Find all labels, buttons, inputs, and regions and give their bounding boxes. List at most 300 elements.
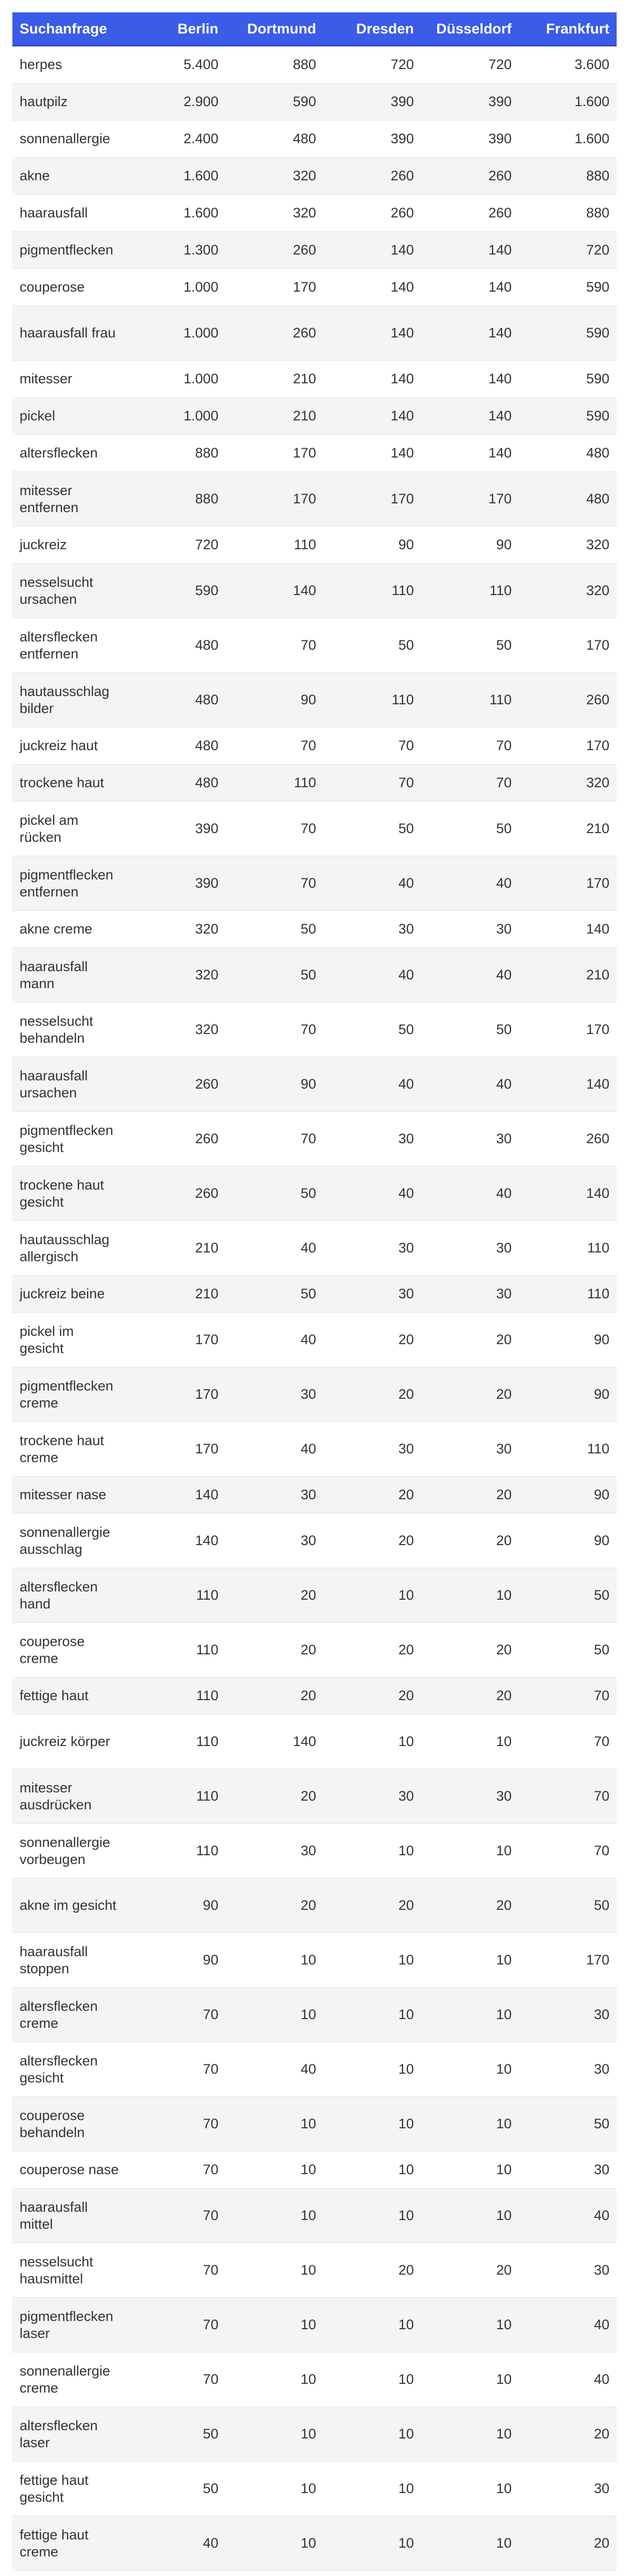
value-cell: 390 (323, 83, 421, 121)
value-cell: 90 (421, 527, 519, 564)
value-cell: 50 (421, 618, 519, 673)
query-cell: haarausfall ursachen (12, 1057, 128, 1112)
value-cell: 1.600 (519, 83, 617, 121)
table-row (12, 306, 617, 361)
query-cell: altersflecken laser (12, 2407, 128, 2462)
value-cell: 590 (519, 361, 617, 398)
value-cell: 10 (323, 2407, 421, 2462)
value-cell (128, 2571, 226, 2576)
table-row (12, 2189, 617, 2243)
value-cell: 30 (519, 2042, 617, 2097)
table-row (12, 564, 617, 618)
value-cell: 320 (519, 564, 617, 618)
table-row (12, 1477, 617, 1514)
query-cell (12, 2571, 128, 2576)
value-cell: 10 (421, 1988, 519, 2042)
query-cell: fettige haut creme (12, 2516, 128, 2571)
query-cell: juckreiz haut (12, 727, 128, 765)
value-cell: 20 (226, 1568, 324, 1623)
value-cell: 70 (226, 618, 324, 673)
value-cell: 2.400 (128, 121, 226, 158)
query-cell: juckreiz körper (12, 1715, 128, 1769)
value-cell: 320 (226, 158, 324, 195)
value-cell: 10 (421, 2151, 519, 2189)
value-cell: 1.000 (128, 398, 226, 435)
query-cell: haarausfall (12, 195, 128, 232)
query-cell: couperose behandeln (12, 2097, 128, 2151)
value-cell: 10 (421, 1824, 519, 1878)
column-header[interactable]: Berlin (128, 12, 226, 46)
value-cell: 390 (421, 121, 519, 158)
value-cell: 140 (519, 911, 617, 948)
value-cell: 40 (323, 1166, 421, 1221)
query-cell: pickel im gesicht (12, 1313, 128, 1367)
value-cell: 20 (226, 1878, 324, 1933)
value-cell: 20 (421, 2243, 519, 2298)
table-row (12, 361, 617, 398)
value-cell: 10 (226, 2097, 324, 2151)
value-cell: 30 (421, 1112, 519, 1166)
value-cell: 70 (519, 1769, 617, 1824)
value-cell: 170 (323, 472, 421, 527)
query-cell: akne im gesicht (12, 1878, 128, 1933)
value-cell: 1.000 (128, 361, 226, 398)
value-cell: 110 (421, 673, 519, 727)
value-cell: 1.600 (128, 158, 226, 195)
value-cell: 170 (128, 1367, 226, 1422)
value-cell: 170 (128, 1313, 226, 1367)
column-header[interactable]: Suchanfrage (12, 12, 128, 46)
table-row (12, 2352, 617, 2407)
table-row (12, 527, 617, 564)
value-cell: 40 (128, 2516, 226, 2571)
value-cell: 10 (323, 2298, 421, 2352)
value-cell: 140 (323, 269, 421, 306)
query-cell: haarausfall mittel (12, 2189, 128, 2243)
value-cell: 140 (421, 306, 519, 361)
value-cell: 170 (226, 472, 324, 527)
value-cell: 30 (323, 1112, 421, 1166)
table-row (12, 618, 617, 673)
value-cell: 210 (128, 1276, 226, 1313)
query-cell: altersflecken hand (12, 1568, 128, 1623)
value-cell: 110 (128, 1824, 226, 1878)
value-cell (421, 2571, 519, 2576)
column-header[interactable]: Frankfurt (519, 12, 617, 46)
value-cell: 720 (128, 527, 226, 564)
table-row (12, 1677, 617, 1715)
value-cell: 30 (519, 2151, 617, 2189)
header-row (12, 12, 617, 46)
value-cell: 480 (128, 727, 226, 765)
value-cell: 70 (128, 1988, 226, 2042)
value-cell: 10 (421, 2462, 519, 2516)
value-cell: 10 (226, 2516, 324, 2571)
query-cell: pigmentflecken laser (12, 2298, 128, 2352)
value-cell: 50 (421, 1003, 519, 1057)
value-cell: 390 (323, 121, 421, 158)
query-cell: haarausfall mann (12, 948, 128, 1003)
query-cell: pigmentflecken entfernen (12, 856, 128, 911)
value-cell: 30 (421, 1769, 519, 1824)
value-cell: 70 (226, 802, 324, 856)
value-cell: 30 (519, 2462, 617, 2516)
value-cell: 1.000 (128, 306, 226, 361)
table-row (12, 2407, 617, 2462)
value-cell: 390 (421, 83, 519, 121)
query-cell: juckreiz (12, 527, 128, 564)
value-cell: 140 (421, 269, 519, 306)
value-cell: 20 (323, 1477, 421, 1514)
table-row (12, 673, 617, 727)
query-cell: couperose nase (12, 2151, 128, 2189)
table-row (12, 2462, 617, 2516)
value-cell: 260 (421, 158, 519, 195)
table-row (12, 2516, 617, 2571)
table-row (12, 856, 617, 911)
table-row (12, 2097, 617, 2151)
table-row (12, 1878, 617, 1933)
value-cell: 10 (226, 1988, 324, 2042)
value-cell: 170 (519, 618, 617, 673)
value-cell: 30 (226, 1824, 324, 1878)
query-cell: hautausschlag allergisch (12, 1221, 128, 1276)
value-cell: 880 (128, 472, 226, 527)
value-cell: 140 (226, 564, 324, 618)
query-cell: couperose (12, 269, 128, 306)
value-cell: 320 (519, 527, 617, 564)
value-cell: 10 (421, 2352, 519, 2407)
value-cell: 170 (226, 269, 324, 306)
value-cell: 70 (323, 727, 421, 765)
value-cell: 40 (226, 1221, 324, 1276)
table-row (12, 121, 617, 158)
value-cell: 10 (421, 2407, 519, 2462)
value-cell: 40 (226, 2042, 324, 2097)
value-cell: 50 (323, 618, 421, 673)
table-row (12, 802, 617, 856)
table-row (12, 765, 617, 802)
value-cell (323, 2571, 421, 2576)
value-cell: 40 (519, 2189, 617, 2243)
value-cell (519, 2571, 617, 2576)
value-cell: 10 (323, 1933, 421, 1988)
value-cell: 90 (519, 1367, 617, 1422)
query-cell: haarausfall stoppen (12, 1933, 128, 1988)
table-row (12, 472, 617, 527)
table-row (12, 1568, 617, 1623)
query-cell: altersflecken entfernen (12, 618, 128, 673)
value-cell: 30 (421, 911, 519, 948)
value-cell: 590 (519, 269, 617, 306)
table-row (12, 727, 617, 765)
value-cell (226, 2571, 324, 2576)
value-cell: 70 (323, 765, 421, 802)
value-cell: 20 (323, 1623, 421, 1677)
value-cell: 1.300 (128, 232, 226, 269)
query-cell: akne (12, 158, 128, 195)
value-cell: 10 (226, 2462, 324, 2516)
value-cell: 20 (226, 1677, 324, 1715)
value-cell: 40 (519, 2298, 617, 2352)
value-cell: 3.600 (519, 46, 617, 83)
value-cell: 260 (128, 1057, 226, 1112)
query-cell: mitesser (12, 361, 128, 398)
value-cell: 20 (421, 1367, 519, 1422)
value-cell: 590 (128, 564, 226, 618)
query-cell: nesselsucht hausmittel (12, 2243, 128, 2298)
value-cell: 50 (519, 2097, 617, 2151)
column-header[interactable]: Dresden (323, 12, 421, 46)
value-cell: 260 (226, 232, 324, 269)
table-row (12, 1367, 617, 1422)
value-cell: 110 (128, 1623, 226, 1677)
value-cell: 50 (226, 1276, 324, 1313)
query-cell: mitesser entfernen (12, 472, 128, 527)
value-cell: 40 (323, 856, 421, 911)
table-row (12, 1715, 617, 1769)
value-cell: 40 (421, 1057, 519, 1112)
value-cell: 260 (519, 673, 617, 727)
value-cell: 30 (323, 1422, 421, 1477)
value-cell: 50 (128, 2407, 226, 2462)
value-cell: 70 (226, 1003, 324, 1057)
value-cell: 140 (519, 1057, 617, 1112)
table-row (12, 195, 617, 232)
query-cell: sonnenallergie (12, 121, 128, 158)
value-cell: 1.000 (128, 269, 226, 306)
value-cell: 210 (226, 361, 324, 398)
value-cell: 480 (519, 472, 617, 527)
value-cell: 10 (323, 2516, 421, 2571)
query-cell: nesselsucht behandeln (12, 1003, 128, 1057)
table-row (12, 1276, 617, 1313)
value-cell: 210 (519, 948, 617, 1003)
value-cell: 20 (323, 1677, 421, 1715)
value-cell: 2.900 (128, 83, 226, 121)
query-cell: trockene haut (12, 765, 128, 802)
value-cell: 880 (226, 46, 324, 83)
table-row (12, 46, 617, 83)
table-row (12, 2298, 617, 2352)
value-cell: 20 (226, 1623, 324, 1677)
value-cell: 880 (519, 158, 617, 195)
value-cell: 110 (323, 564, 421, 618)
value-cell: 50 (226, 948, 324, 1003)
value-cell: 30 (421, 1276, 519, 1313)
value-cell: 70 (519, 1677, 617, 1715)
value-cell: 50 (519, 1623, 617, 1677)
table-row (12, 1166, 617, 1221)
table-row (12, 2243, 617, 2298)
table-body (12, 46, 617, 2576)
value-cell: 10 (323, 2189, 421, 2243)
value-cell: 10 (421, 2042, 519, 2097)
query-cell: mitesser ausdrücken (12, 1769, 128, 1824)
query-cell: haarausfall frau (12, 306, 128, 361)
table-row (12, 1112, 617, 1166)
value-cell: 50 (128, 2462, 226, 2516)
value-cell: 20 (421, 1623, 519, 1677)
value-cell: 110 (519, 1422, 617, 1477)
value-cell: 10 (421, 2097, 519, 2151)
table-row (12, 1313, 617, 1367)
query-cell: trockene haut gesicht (12, 1166, 128, 1221)
column-header[interactable]: Dortmund (226, 12, 324, 46)
value-cell: 90 (519, 1514, 617, 1568)
value-cell: 210 (519, 802, 617, 856)
value-cell: 170 (519, 856, 617, 911)
value-cell: 390 (128, 802, 226, 856)
query-cell: herpes (12, 46, 128, 83)
value-cell: 480 (519, 435, 617, 472)
value-cell: 20 (323, 2243, 421, 2298)
query-cell: juckreiz beine (12, 1276, 128, 1313)
value-cell: 210 (128, 1221, 226, 1276)
value-cell: 10 (226, 2407, 324, 2462)
value-cell: 70 (519, 1824, 617, 1878)
value-cell: 720 (519, 232, 617, 269)
value-cell: 140 (323, 398, 421, 435)
query-cell: hautpilz (12, 83, 128, 121)
value-cell: 260 (323, 195, 421, 232)
value-cell: 140 (226, 1715, 324, 1769)
value-cell: 110 (323, 673, 421, 727)
value-cell: 140 (323, 306, 421, 361)
value-cell: 10 (226, 2298, 324, 2352)
value-cell: 110 (519, 1221, 617, 1276)
value-cell: 140 (421, 435, 519, 472)
value-cell: 70 (421, 727, 519, 765)
value-cell: 720 (323, 46, 421, 83)
query-cell: fettige haut (12, 1677, 128, 1715)
table-row (12, 1824, 617, 1878)
value-cell: 40 (421, 948, 519, 1003)
value-cell: 110 (226, 765, 324, 802)
search-volume-table (12, 12, 617, 2576)
value-cell: 140 (128, 1477, 226, 1514)
value-cell: 480 (128, 618, 226, 673)
value-cell: 1.600 (519, 121, 617, 158)
value-cell: 390 (128, 856, 226, 911)
value-cell: 40 (421, 1166, 519, 1221)
query-cell: pigmentflecken gesicht (12, 1112, 128, 1166)
value-cell: 720 (421, 46, 519, 83)
value-cell: 10 (421, 1933, 519, 1988)
value-cell: 10 (421, 2516, 519, 2571)
value-cell: 70 (128, 2151, 226, 2189)
table-row (12, 911, 617, 948)
table-row (12, 1623, 617, 1677)
query-cell: mitesser nase (12, 1477, 128, 1514)
table-row (12, 1933, 617, 1988)
value-cell: 10 (323, 1715, 421, 1769)
value-cell: 10 (226, 2243, 324, 2298)
query-cell: altersflecken gesicht (12, 2042, 128, 2097)
value-cell: 10 (226, 1933, 324, 1988)
value-cell: 30 (323, 1221, 421, 1276)
query-cell: hautausschlag bilder (12, 673, 128, 727)
value-cell: 20 (519, 2516, 617, 2571)
table-row (12, 1221, 617, 1276)
value-cell: 90 (226, 673, 324, 727)
value-cell: 140 (421, 361, 519, 398)
query-cell: akne creme (12, 911, 128, 948)
value-cell: 260 (226, 306, 324, 361)
value-cell: 210 (226, 398, 324, 435)
value-cell: 10 (226, 2151, 324, 2189)
value-cell: 40 (519, 2352, 617, 2407)
value-cell: 10 (323, 2042, 421, 2097)
table-row (12, 1003, 617, 1057)
value-cell: 140 (128, 1514, 226, 1568)
value-cell: 320 (128, 1003, 226, 1057)
value-cell: 10 (323, 2151, 421, 2189)
table-row (12, 232, 617, 269)
value-cell: 70 (226, 856, 324, 911)
value-cell: 170 (519, 727, 617, 765)
value-cell: 590 (519, 306, 617, 361)
value-cell: 170 (519, 1933, 617, 1988)
value-cell: 90 (519, 1313, 617, 1367)
value-cell: 50 (519, 1878, 617, 1933)
value-cell: 10 (421, 2298, 519, 2352)
table-header (12, 12, 617, 46)
value-cell: 480 (128, 673, 226, 727)
value-cell: 10 (323, 1988, 421, 2042)
value-cell: 140 (323, 361, 421, 398)
value-cell: 20 (323, 1313, 421, 1367)
table-row (12, 948, 617, 1003)
value-cell: 30 (226, 1367, 324, 1422)
value-cell: 50 (519, 1568, 617, 1623)
value-cell: 110 (128, 1568, 226, 1623)
value-cell: 70 (226, 1112, 324, 1166)
value-cell: 140 (421, 398, 519, 435)
value-cell: 480 (226, 121, 324, 158)
table-row (12, 1769, 617, 1824)
value-cell: 590 (519, 398, 617, 435)
table-row (12, 83, 617, 121)
value-cell: 50 (421, 802, 519, 856)
query-cell: fettige haut gesicht (12, 2462, 128, 2516)
value-cell: 140 (421, 232, 519, 269)
query-cell: altersflecken creme (12, 1988, 128, 2042)
value-cell: 260 (519, 1112, 617, 1166)
value-cell: 20 (421, 1477, 519, 1514)
value-cell: 20 (421, 1677, 519, 1715)
value-cell: 30 (226, 1514, 324, 1568)
value-cell: 140 (323, 232, 421, 269)
value-cell: 70 (128, 2042, 226, 2097)
value-cell: 1.600 (128, 195, 226, 232)
column-header[interactable]: Düsseldorf (421, 12, 519, 46)
value-cell: 320 (128, 911, 226, 948)
value-cell: 260 (323, 158, 421, 195)
table-row (12, 158, 617, 195)
value-cell: 70 (128, 2298, 226, 2352)
value-cell: 70 (519, 1715, 617, 1769)
value-cell: 30 (226, 1477, 324, 1514)
query-cell: pickel (12, 398, 128, 435)
value-cell: 70 (226, 727, 324, 765)
value-cell: 70 (128, 2352, 226, 2407)
table-row (12, 1988, 617, 2042)
value-cell: 260 (421, 195, 519, 232)
query-cell: sonnenallergie creme (12, 2352, 128, 2407)
table-row (12, 2042, 617, 2097)
value-cell: 30 (519, 2243, 617, 2298)
